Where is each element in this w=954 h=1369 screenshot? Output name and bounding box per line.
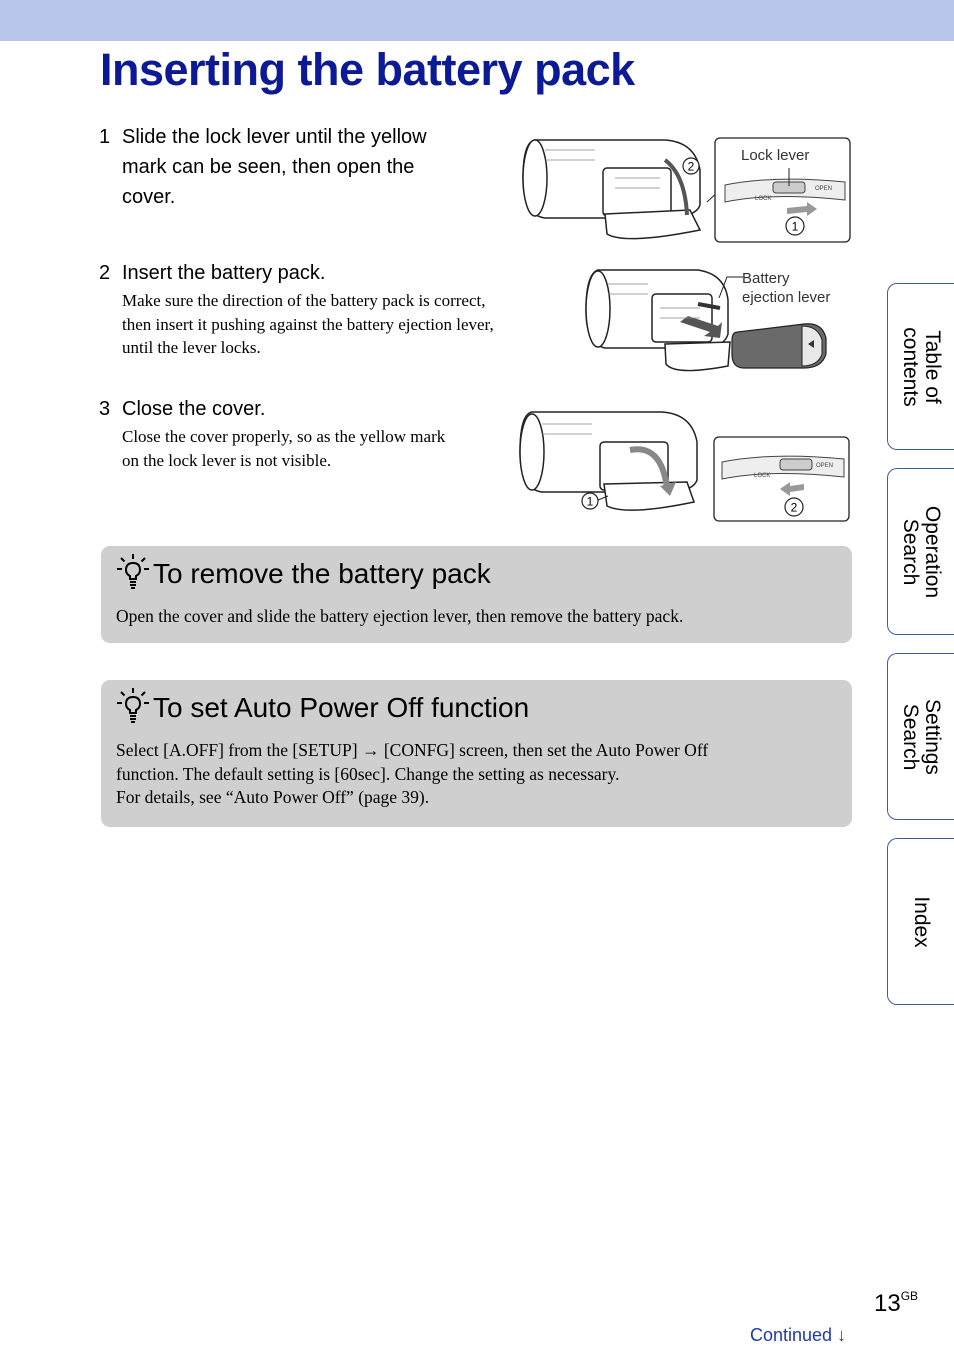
arrow-down-icon: ↓ [837,1325,847,1345]
top-banner [0,0,954,41]
tip-text [116,739,708,810]
step-3-number: 3 [99,398,111,420]
callout-line: ejection lever [742,289,831,306]
step-3-body-line: Close the cover properly, so as the yellow mark [122,427,446,446]
continued-label: Continued [750,1325,833,1345]
tip-text-line: function. The default setting is [60sec]. Change the setting as necessary. [116,763,620,784]
step-2-body [122,289,494,360]
step-3-body [122,425,445,472]
page-number [874,1289,918,1318]
switch-open-label: OPEN [816,463,834,469]
marker-2-label: 2 [687,159,695,174]
tip-auto-power-off [101,680,852,827]
callout-line: Battery [742,270,790,287]
tip-heading [115,552,491,590]
step-1-title-line: mark can be seen, then open the [122,156,415,178]
tab-label: Operation Search [899,505,944,598]
step-2-body-line: Make sure the direction of the battery pack is correct, [122,291,486,310]
tip-title: To set Auto Power Off function [153,692,530,723]
tip-title: To remove the battery pack [153,558,491,589]
marker-1-label: 1 [586,494,594,509]
tip-remove-battery [101,546,852,643]
switch-lock-label: LOCK [755,196,772,202]
tip-text-line: Select [A.OFF] from the [SETUP] → [CONFG] screen, then set the Auto Power Off [116,740,709,760]
lock-lever-callout: Lock lever [741,147,810,164]
page-title: Inserting the battery pack [100,44,635,95]
page-number-value: 13 [874,1290,901,1317]
marker-2-label: 2 [790,500,798,515]
tab-operation-search[interactable] [887,468,954,635]
continued-link[interactable] [750,1325,846,1346]
step-1-number: 1 [99,126,111,148]
step-1-title-line: Slide the lock lever until the yellow [122,126,427,148]
lightbulb-icon [115,686,151,724]
close-cover-illustration [512,404,854,526]
tip-heading [115,686,529,724]
tab-label: Table of contents [899,326,944,407]
marker-1-label: 1 [791,219,799,234]
tab-table-of-contents[interactable] [887,283,954,450]
tab-index[interactable] [887,838,954,1005]
battery-pack-icon [730,310,830,372]
tip-text [116,605,683,629]
tip-text-line: For details, see “Auto Power Off” (page 39). [116,787,430,807]
tab-settings-search[interactable] [887,653,954,820]
step-2-body-line: then insert it pushing against the battery ejection lever, [122,314,494,334]
switch-lock-label: LOCK [754,473,771,479]
tab-label: Settings Search [899,698,944,775]
tip-text-line: Open the cover and slide the battery ejection lever, then remove the battery pack. [116,606,684,626]
step-1-title [122,122,427,212]
step-2-number: 2 [99,262,111,284]
step-2-body-line: until the lever locks. [122,338,261,357]
lightbulb-icon [115,552,151,590]
step-1-title-line: cover. [122,186,176,208]
tab-label: Index [910,895,933,948]
step-3-title: Close the cover. [122,398,266,420]
step-3-body-line: on the lock lever is not visible. [122,450,332,470]
lock-lever-inset [714,437,849,521]
battery-lever-leader [715,272,745,302]
switch-open-label: OPEN [815,186,833,192]
battery-ejection-lever-callout [742,269,830,307]
step-2-title: Insert the battery pack. [122,262,326,284]
page-number-suffix: GB [900,1289,919,1303]
